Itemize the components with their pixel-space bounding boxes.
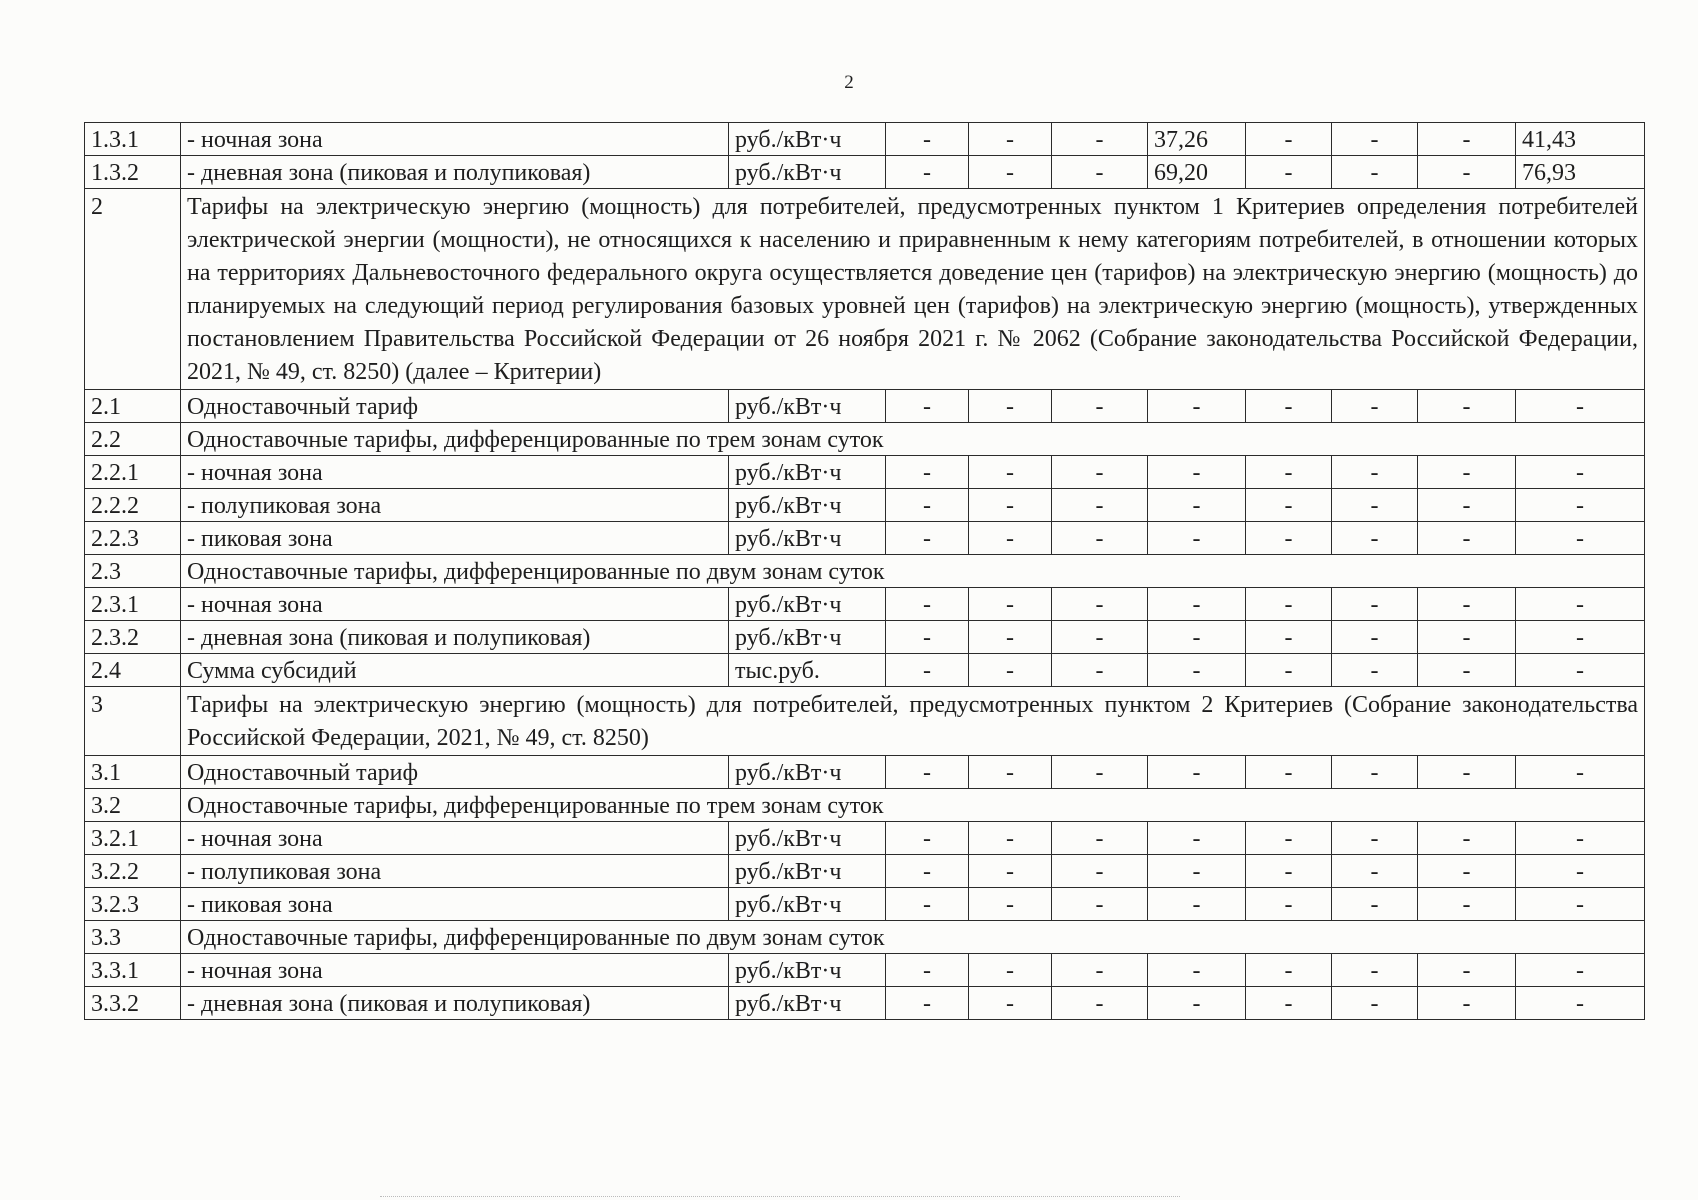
- value-cell: -: [1246, 855, 1332, 888]
- value-cell: -: [969, 855, 1052, 888]
- value-cell: -: [1516, 987, 1645, 1020]
- value-cell: -: [1246, 954, 1332, 987]
- row-unit: руб./кВт·ч: [729, 987, 886, 1020]
- table-row: [85, 390, 1645, 423]
- row-unit: тыс.руб.: [729, 654, 886, 687]
- value-cell: -: [886, 855, 969, 888]
- value-cell: 69,20: [1148, 156, 1246, 189]
- row-number: 2.2.2: [85, 489, 181, 522]
- row-label: - пиковая зона: [181, 522, 729, 555]
- table-row: [85, 789, 1645, 822]
- value-cell: -: [1246, 489, 1332, 522]
- value-cell: -: [886, 522, 969, 555]
- table-row: [85, 555, 1645, 588]
- table-body: [85, 123, 1645, 1020]
- row-number: 3.3.1: [85, 954, 181, 987]
- value-cell: -: [1516, 456, 1645, 489]
- value-cell: -: [1052, 855, 1148, 888]
- value-cell: -: [1052, 756, 1148, 789]
- value-cell: -: [1052, 888, 1148, 921]
- row-unit: руб./кВт·ч: [729, 456, 886, 489]
- value-cell: -: [1516, 756, 1645, 789]
- value-cell: -: [1148, 621, 1246, 654]
- row-unit: руб./кВт·ч: [729, 954, 886, 987]
- row-number: 1.3.2: [85, 156, 181, 189]
- value-cell: -: [1052, 489, 1148, 522]
- table-row: [85, 522, 1645, 555]
- value-cell: -: [886, 156, 969, 189]
- value-cell: -: [1246, 522, 1332, 555]
- value-cell: -: [1246, 390, 1332, 423]
- table-row: [85, 888, 1645, 921]
- value-cell: -: [1418, 756, 1516, 789]
- value-cell: -: [1332, 390, 1418, 423]
- value-cell: 76,93: [1516, 156, 1645, 189]
- section-heading-row: [85, 189, 1645, 390]
- row-number: 2.1: [85, 390, 181, 423]
- value-cell: -: [1418, 822, 1516, 855]
- table-row: [85, 654, 1645, 687]
- value-cell: -: [1332, 654, 1418, 687]
- value-cell: -: [1246, 456, 1332, 489]
- value-cell: -: [886, 888, 969, 921]
- value-cell: -: [969, 987, 1052, 1020]
- table-row: [85, 756, 1645, 789]
- row-unit: руб./кВт·ч: [729, 156, 886, 189]
- value-cell: -: [1148, 456, 1246, 489]
- tariff-table: [84, 122, 1645, 1020]
- row-label: - полупиковая зона: [181, 489, 729, 522]
- value-cell: -: [1148, 954, 1246, 987]
- value-cell: -: [1332, 123, 1418, 156]
- row-number: 2.3.1: [85, 588, 181, 621]
- value-cell: -: [1148, 522, 1246, 555]
- section-heading-row: [85, 687, 1645, 756]
- value-cell: -: [1332, 489, 1418, 522]
- row-number: 3.2.1: [85, 822, 181, 855]
- value-cell: -: [886, 954, 969, 987]
- row-number: 3.3: [85, 921, 181, 954]
- value-cell: -: [1332, 756, 1418, 789]
- row-label: - ночная зона: [181, 954, 729, 987]
- table-row: [85, 621, 1645, 654]
- row-unit: руб./кВт·ч: [729, 855, 886, 888]
- row-label: - дневная зона (пиковая и полупиковая): [181, 987, 729, 1020]
- value-cell: -: [1052, 456, 1148, 489]
- table-row: [85, 489, 1645, 522]
- value-cell: -: [886, 489, 969, 522]
- table-row: [85, 954, 1645, 987]
- row-label: - дневная зона (пиковая и полупиковая): [181, 156, 729, 189]
- row-label: - ночная зона: [181, 588, 729, 621]
- table-row: [85, 588, 1645, 621]
- table-row: [85, 855, 1645, 888]
- value-cell: -: [1332, 588, 1418, 621]
- table-row: [85, 123, 1645, 156]
- value-cell: -: [1516, 822, 1645, 855]
- value-cell: -: [1246, 888, 1332, 921]
- table-row: [85, 423, 1645, 456]
- value-cell: -: [886, 621, 969, 654]
- table-row: [85, 822, 1645, 855]
- row-number: 2.2: [85, 423, 181, 456]
- value-cell: -: [1052, 588, 1148, 621]
- value-cell: -: [1332, 621, 1418, 654]
- value-cell: -: [1516, 489, 1645, 522]
- row-number: 3.2.2: [85, 855, 181, 888]
- value-cell: -: [1148, 489, 1246, 522]
- value-cell: -: [969, 456, 1052, 489]
- value-cell: -: [1418, 456, 1516, 489]
- value-cell: 41,43: [1516, 123, 1645, 156]
- row-unit: руб./кВт·ч: [729, 489, 886, 522]
- row-unit: руб./кВт·ч: [729, 756, 886, 789]
- value-cell: -: [1418, 123, 1516, 156]
- row-unit: руб./кВт·ч: [729, 390, 886, 423]
- value-cell: -: [1148, 588, 1246, 621]
- value-cell: -: [1418, 888, 1516, 921]
- row-label: - полупиковая зона: [181, 855, 729, 888]
- value-cell: -: [1052, 987, 1148, 1020]
- value-cell: -: [886, 756, 969, 789]
- value-cell: -: [969, 654, 1052, 687]
- value-cell: -: [1516, 654, 1645, 687]
- value-cell: -: [1516, 888, 1645, 921]
- value-cell: -: [1332, 855, 1418, 888]
- scan-edge-line: [380, 1196, 1180, 1198]
- row-number: 2.4: [85, 654, 181, 687]
- value-cell: -: [1332, 954, 1418, 987]
- row-unit: руб./кВт·ч: [729, 888, 886, 921]
- value-cell: -: [1052, 522, 1148, 555]
- value-cell: -: [1332, 822, 1418, 855]
- row-heading: Одноставочные тарифы, дифференцированные по трем зонам суток: [181, 789, 1645, 822]
- value-cell: -: [1516, 390, 1645, 423]
- value-cell: -: [886, 822, 969, 855]
- row-heading: Одноставочные тарифы, дифференцированные по двум зонам суток: [181, 555, 1645, 588]
- value-cell: -: [1052, 156, 1148, 189]
- row-label: - ночная зона: [181, 456, 729, 489]
- row-number: 2.2.1: [85, 456, 181, 489]
- row-heading: Одноставочные тарифы, дифференцированные по трем зонам суток: [181, 423, 1645, 456]
- row-label: - пиковая зона: [181, 888, 729, 921]
- row-unit: руб./кВт·ч: [729, 822, 886, 855]
- table-row: [85, 156, 1645, 189]
- value-cell: -: [1332, 156, 1418, 189]
- value-cell: -: [1418, 987, 1516, 1020]
- value-cell: -: [969, 390, 1052, 423]
- value-cell: -: [1246, 123, 1332, 156]
- value-cell: -: [1246, 621, 1332, 654]
- row-number: 2.3.2: [85, 621, 181, 654]
- value-cell: -: [1246, 654, 1332, 687]
- value-cell: -: [1516, 522, 1645, 555]
- value-cell: -: [1332, 522, 1418, 555]
- row-unit: руб./кВт·ч: [729, 123, 886, 156]
- value-cell: -: [1418, 621, 1516, 654]
- value-cell: -: [969, 123, 1052, 156]
- value-cell: -: [969, 588, 1052, 621]
- value-cell: -: [1418, 654, 1516, 687]
- row-label: Сумма субсидий: [181, 654, 729, 687]
- row-number: 2.3: [85, 555, 181, 588]
- table-row: [85, 921, 1645, 954]
- value-cell: -: [1246, 588, 1332, 621]
- value-cell: -: [1418, 489, 1516, 522]
- value-cell: -: [1148, 987, 1246, 1020]
- value-cell: -: [1418, 390, 1516, 423]
- value-cell: -: [1148, 390, 1246, 423]
- value-cell: -: [1516, 954, 1645, 987]
- value-cell: -: [1246, 987, 1332, 1020]
- page-number: 2: [844, 72, 854, 93]
- value-cell: -: [1418, 855, 1516, 888]
- section-text: Тарифы на электрическую энергию (мощность) для потребителей, предусмотренных пунктом 1 Критериев определения потребителей электрической энергии (мощности), не относящихся к населению и приравненным к нему категориям потребителей, в отношении которых на территориях Дальневосточного федерального округа осуществляется доведение цен (тарифов) на электрическую энергию (мощность) до планируемых на следующий период регулирования базовых уровней цен (тарифов) на электрическую энергию (мощность), утвержденных постановлением Правительства Российской Федерации от 26 ноября 2021 г. № 2062 (Собрание законодательства Российской Федерации, 2021, № 49, ст. 8250) (далее – Критерии): [181, 189, 1645, 390]
- section-number: 2: [85, 189, 181, 390]
- value-cell: -: [1148, 654, 1246, 687]
- value-cell: -: [886, 654, 969, 687]
- value-cell: -: [1516, 855, 1645, 888]
- value-cell: -: [1052, 822, 1148, 855]
- value-cell: -: [969, 822, 1052, 855]
- value-cell: -: [1148, 822, 1246, 855]
- value-cell: -: [969, 522, 1052, 555]
- value-cell: -: [886, 390, 969, 423]
- row-unit: руб./кВт·ч: [729, 621, 886, 654]
- row-number: 1.3.1: [85, 123, 181, 156]
- value-cell: -: [969, 756, 1052, 789]
- value-cell: -: [1332, 888, 1418, 921]
- row-number: 2.2.3: [85, 522, 181, 555]
- section-number: 3: [85, 687, 181, 756]
- row-unit: руб./кВт·ч: [729, 522, 886, 555]
- value-cell: -: [969, 888, 1052, 921]
- value-cell: -: [886, 456, 969, 489]
- value-cell: -: [1052, 621, 1148, 654]
- value-cell: -: [1246, 156, 1332, 189]
- value-cell: -: [1332, 456, 1418, 489]
- value-cell: -: [1516, 588, 1645, 621]
- value-cell: -: [1246, 756, 1332, 789]
- value-cell: -: [1246, 822, 1332, 855]
- row-unit: руб./кВт·ч: [729, 588, 886, 621]
- value-cell: -: [1418, 954, 1516, 987]
- row-label: Одноставочный тариф: [181, 756, 729, 789]
- table-row: [85, 987, 1645, 1020]
- value-cell: -: [886, 987, 969, 1020]
- row-number: 3.3.2: [85, 987, 181, 1020]
- value-cell: -: [1052, 390, 1148, 423]
- value-cell: -: [886, 123, 969, 156]
- row-label: - ночная зона: [181, 123, 729, 156]
- row-number: 3.2: [85, 789, 181, 822]
- row-label: - ночная зона: [181, 822, 729, 855]
- section-text: Тарифы на электрическую энергию (мощность) для потребителей, предусмотренных пунктом 2 Критериев (Собрание законодательства Российской Федерации, 2021, № 49, ст. 8250): [181, 687, 1645, 756]
- value-cell: -: [1418, 156, 1516, 189]
- value-cell: -: [1332, 987, 1418, 1020]
- value-cell: -: [1418, 588, 1516, 621]
- value-cell: -: [969, 489, 1052, 522]
- value-cell: -: [969, 954, 1052, 987]
- row-label: Одноставочный тариф: [181, 390, 729, 423]
- value-cell: -: [1052, 654, 1148, 687]
- row-heading: Одноставочные тарифы, дифференцированные по двум зонам суток: [181, 921, 1645, 954]
- value-cell: -: [1052, 123, 1148, 156]
- value-cell: -: [1148, 888, 1246, 921]
- value-cell: -: [1418, 522, 1516, 555]
- value-cell: -: [1148, 756, 1246, 789]
- value-cell: 37,26: [1148, 123, 1246, 156]
- row-number: 3.2.3: [85, 888, 181, 921]
- row-label: - дневная зона (пиковая и полупиковая): [181, 621, 729, 654]
- value-cell: -: [886, 588, 969, 621]
- value-cell: -: [969, 621, 1052, 654]
- value-cell: -: [1516, 621, 1645, 654]
- value-cell: -: [1148, 855, 1246, 888]
- value-cell: -: [969, 156, 1052, 189]
- row-number: 3.1: [85, 756, 181, 789]
- value-cell: -: [1052, 954, 1148, 987]
- table-row: [85, 456, 1645, 489]
